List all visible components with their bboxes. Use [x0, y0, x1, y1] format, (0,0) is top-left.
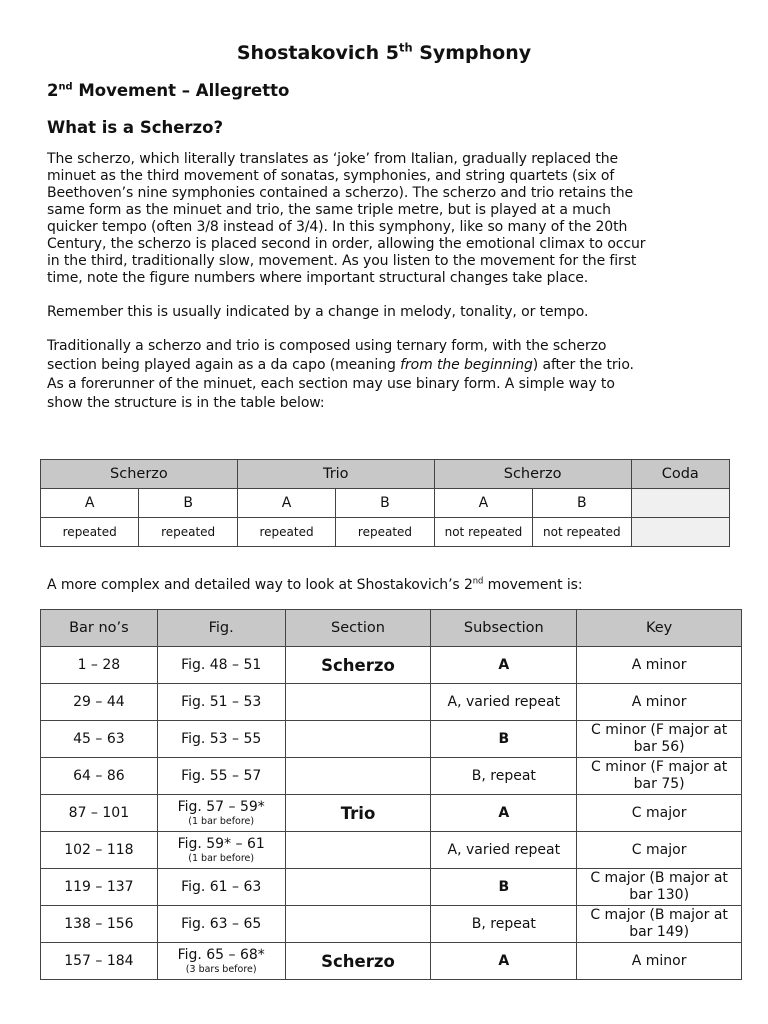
subsection-cell: A, varied repeat	[431, 684, 577, 721]
figure-range: Fig. 53 – 55	[181, 730, 262, 747]
figure-range: Fig. 48 – 51	[181, 656, 262, 673]
empty-cell	[631, 489, 729, 518]
simple-structure-table	[40, 459, 730, 547]
figure-note: (3 bars before)	[185, 964, 257, 975]
key-cell: C minor (F major at bar 56)	[577, 721, 742, 758]
paragraph-line: The scherzo, which literally translates as ‘joke’ from Italian, gradually replaced the	[47, 151, 619, 167]
table-cell: A	[237, 489, 335, 518]
header-cell: Scherzo	[41, 460, 238, 489]
subsection-cell: B	[431, 721, 577, 758]
figure-range: Fig. 63 – 65	[181, 915, 262, 932]
figure-range: Fig. 61 – 63	[181, 878, 262, 895]
header-cell: Subsection	[431, 610, 577, 647]
key-cell: C major (B major at bar 130)	[577, 869, 742, 906]
detailed-structure-table	[40, 609, 742, 980]
subsection-cell: A	[431, 795, 577, 832]
header-cell: Section	[285, 610, 431, 647]
key-cell: C major	[577, 795, 742, 832]
table-cell: B	[139, 489, 237, 518]
figure-cell	[157, 721, 285, 758]
bar-range-cell: 119 – 137	[41, 869, 158, 906]
section-cell: Trio	[285, 795, 431, 832]
bar-range-cell: 87 – 101	[41, 795, 158, 832]
key-cell: A minor	[577, 943, 742, 980]
section-cell: Scherzo	[285, 647, 431, 684]
figure-note: (1 bar before)	[188, 816, 255, 827]
header-cell: Fig.	[157, 610, 285, 647]
paragraph-line: Traditionally a scherzo and trio is composed using ternary form, with the scherzo	[47, 338, 607, 354]
intro-paragraph	[47, 151, 727, 287]
table-row	[41, 869, 742, 906]
figure-range: Fig. 51 – 53	[181, 693, 262, 710]
subsection-cell: A	[431, 943, 577, 980]
table-row	[41, 489, 730, 518]
table-row	[41, 647, 742, 684]
paragraph-line: time, note the figure numbers where important structural changes take place.	[47, 270, 589, 286]
header-cell: Coda	[631, 460, 729, 489]
figure-cell	[157, 943, 285, 980]
key-cell: C minor (F major at bar 75)	[577, 758, 742, 795]
paragraph-line: section being played again as a da capo (meaning from the beginning) after the trio.	[47, 357, 634, 373]
document-title: Shostakovich 5th Symphony	[236, 40, 532, 64]
table-row	[41, 758, 742, 795]
table-cell: A	[434, 489, 532, 518]
table-row	[41, 795, 742, 832]
scherzo-question-heading: What is a Scherzo?	[47, 118, 224, 137]
bar-range-cell: 157 – 184	[41, 943, 158, 980]
bar-range-cell: 45 – 63	[41, 721, 158, 758]
bar-range-cell: 102 – 118	[41, 832, 158, 869]
movement-heading: 2nd Movement – Allegretto	[47, 81, 290, 100]
subsection-cell: B	[431, 869, 577, 906]
key-cell: C major	[577, 832, 742, 869]
subsection-cell: A, varied repeat	[431, 832, 577, 869]
figure-cell	[157, 869, 285, 906]
complex-intro-text: A more complex and detailed way to look at Shostakovich’s 2nd movement is:	[47, 575, 583, 593]
figure-cell	[157, 832, 285, 869]
paragraph-line: Beethoven’s nine symphonies contained a scherzo). The scherzo and trio retains the	[47, 185, 633, 201]
paragraph-line: As a forerunner of the minuet, each section may use binary form. A simple way to	[47, 376, 615, 392]
table-row	[41, 832, 742, 869]
key-cell: A minor	[577, 684, 742, 721]
figure-cell	[157, 647, 285, 684]
reminder-paragraph: Remember this is usually indicated by a change in melody, tonality, or tempo.	[47, 304, 589, 320]
section-cell: Scherzo	[285, 943, 431, 980]
figure-cell	[157, 906, 285, 943]
paragraph-line: show the structure is in the table below:	[47, 395, 325, 411]
paragraph-line: same form as the minuet and trio, the same triple metre, but is played at a much	[47, 202, 611, 218]
section-cell	[285, 832, 431, 869]
header-cell: Scherzo	[434, 460, 631, 489]
figure-cell	[157, 795, 285, 832]
key-cell: A minor	[577, 647, 742, 684]
table-row	[41, 721, 742, 758]
section-cell	[285, 869, 431, 906]
table-cell: A	[41, 489, 139, 518]
table-cell: repeated	[336, 518, 434, 547]
table-header-row	[41, 610, 742, 647]
figure-range: Fig. 57 – 59*	[177, 799, 265, 815]
header-cell: Bar no’s	[41, 610, 158, 647]
table-cell: repeated	[139, 518, 237, 547]
section-cell	[285, 758, 431, 795]
figure-cell	[157, 684, 285, 721]
subsection-cell: A	[431, 647, 577, 684]
ternary-paragraph	[47, 337, 727, 413]
bar-range-cell: 138 – 156	[41, 906, 158, 943]
bar-range-cell: 64 – 86	[41, 758, 158, 795]
table-row	[41, 943, 742, 980]
paragraph-line: quicker tempo (often 3/8 instead of 3/4). In this symphony, like so many of the 20th	[47, 219, 628, 235]
table-header-row	[41, 460, 730, 489]
table-cell: not repeated	[533, 518, 631, 547]
table-row	[41, 906, 742, 943]
table-cell: repeated	[237, 518, 335, 547]
paragraph-line: minuet as the third movement of sonatas, symphonies, and string quartets (six of	[47, 168, 615, 184]
bar-range-cell: 1 – 28	[41, 647, 158, 684]
table-cell: not repeated	[434, 518, 532, 547]
table-cell: B	[533, 489, 631, 518]
table-cell: repeated	[41, 518, 139, 547]
header-cell: Trio	[237, 460, 434, 489]
figure-range: Fig. 55 – 57	[181, 767, 262, 784]
subsection-cell: B, repeat	[431, 906, 577, 943]
key-cell: C major (B major at bar 149)	[577, 906, 742, 943]
figure-range: Fig. 65 – 68*	[177, 947, 265, 963]
table-row	[41, 518, 730, 547]
paragraph-line: in the third, traditionally slow, movement. As you listen to the movement for the first	[47, 253, 637, 269]
empty-cell	[631, 518, 729, 547]
figure-range: Fig. 59* – 61	[177, 836, 265, 852]
table-cell: B	[336, 489, 434, 518]
header-cell: Key	[577, 610, 742, 647]
section-cell	[285, 684, 431, 721]
paragraph-line: Century, the scherzo is placed second in order, allowing the emotional climax to occur	[47, 236, 646, 252]
section-cell	[285, 906, 431, 943]
section-cell	[285, 721, 431, 758]
table-row	[41, 684, 742, 721]
figure-cell	[157, 758, 285, 795]
figure-note: (1 bar before)	[188, 853, 255, 864]
bar-range-cell: 29 – 44	[41, 684, 158, 721]
subsection-cell: B, repeat	[431, 758, 577, 795]
